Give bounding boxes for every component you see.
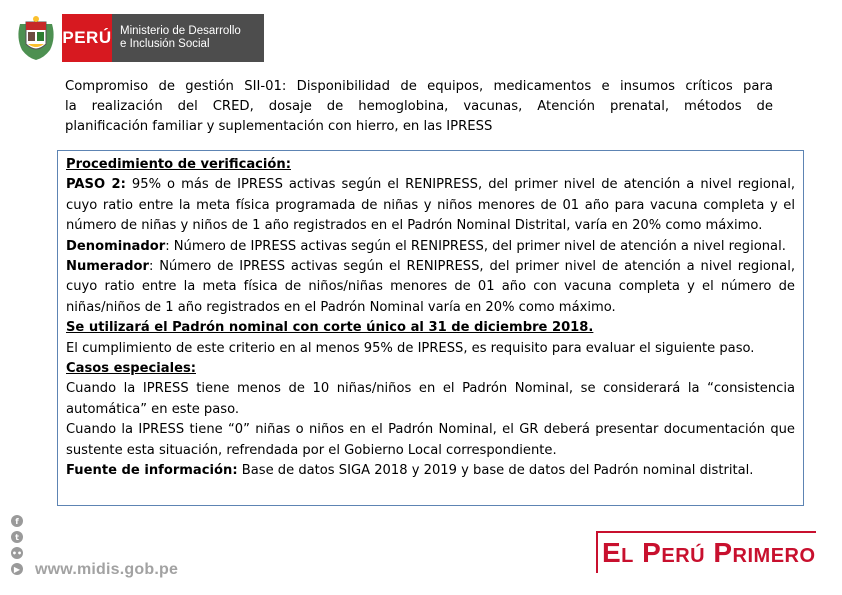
flickr-icon[interactable]: ••	[11, 548, 23, 558]
twitter-icon[interactable]: t	[11, 531, 23, 543]
slogan-text: El Perú Primero	[602, 537, 816, 568]
paso2-text: 95% o más de IPRESS activas según el RENIPRESS, del primer nivel de atención a nivel regional, cuyo ratio entre la meta física programada de niñas y niños menores de 01 año para vacuna completa y el número de niñas y niños de 1 año registrados en el Padrón Nominal Distrital, varía en 20% como máximo.	[66, 177, 796, 234]
slogan-logo	[596, 531, 822, 575]
procedure-heading: Procedimiento de verificación:	[66, 157, 291, 172]
website-link[interactable]: www.midis.gob.pe	[35, 561, 179, 578]
cumplimiento-text: El cumplimiento de este criterio en al menos 95% de IPRESS, es requisito para evaluar el siguiente paso.	[66, 340, 755, 356]
page-title	[65, 77, 773, 137]
youtube-icon[interactable]: ▶	[11, 563, 23, 575]
fuente-label: Fuente de información:	[66, 463, 238, 479]
title-line-1: Compromiso de gestión SII-01: Disponibilidad de equipos, medicamentos e insumos críticos para	[65, 79, 773, 94]
numerador-label: Numerador	[66, 259, 149, 275]
peru-label: PERÚ	[62, 14, 112, 62]
ministry-line-2: e Inclusión Social	[120, 38, 210, 50]
padron-note: Se utilizará el Padrón nominal con corte único al 31 de diciembre 2018.	[66, 320, 594, 336]
denominador-paragraph	[66, 237, 795, 257]
numerador-paragraph	[66, 257, 795, 318]
ministry-name	[112, 14, 264, 62]
denominador-text: : Número de IPRESS activas según el RENIPRESS, del primer nivel de atención a nivel regional.	[165, 238, 786, 254]
fuente-paragraph	[66, 461, 795, 481]
title-line-2: la realización del CRED, dosaje de hemoglobina, vacunas, Atención prenatal, métodos de	[65, 99, 773, 114]
paso2-label: PASO 2:	[66, 177, 126, 193]
coat-of-arms-icon	[14, 14, 58, 62]
numerador-text: : Número de IPRESS activas según el RENIPRESS, del primer nivel de atención a nivel regional, cuyo ratio entre la meta física de niños/niñas menores de 01 año con vacuna completa y el número de niñas/niños de 1 año registrados en el Padrón Nominal varía en 20% como máximo.	[66, 259, 795, 315]
procedure-box	[57, 150, 804, 506]
facebook-icon[interactable]: f	[11, 515, 23, 527]
ministry-logo	[14, 14, 264, 62]
social-icons	[11, 515, 25, 579]
ministry-line-1: Ministerio de Desarrollo	[120, 25, 241, 37]
caso-1-text: Cuando la IPRESS tiene menos de 10 niñas/niños en el Padrón Nominal, se considerará la “consistencia automática” en este paso.	[66, 381, 795, 417]
denominador-label: Denominador	[66, 238, 166, 254]
caso-2-text: Cuando la IPRESS tiene “0” niñas o niños en el Padrón Nominal, el GR deberá presentar documentación que sustente esta situación, refrendada por el Gobierno Local correspondiente.	[66, 422, 795, 458]
fuente-text: Base de datos SIGA 2018 y 2019 y base de datos del Padrón nominal distrital.	[237, 463, 754, 479]
casos-heading: Casos especiales:	[66, 361, 196, 377]
paso2-paragraph	[66, 175, 795, 236]
title-line-3: planificación familiar y suplementación con hierro, en las IPRESS	[65, 119, 493, 134]
